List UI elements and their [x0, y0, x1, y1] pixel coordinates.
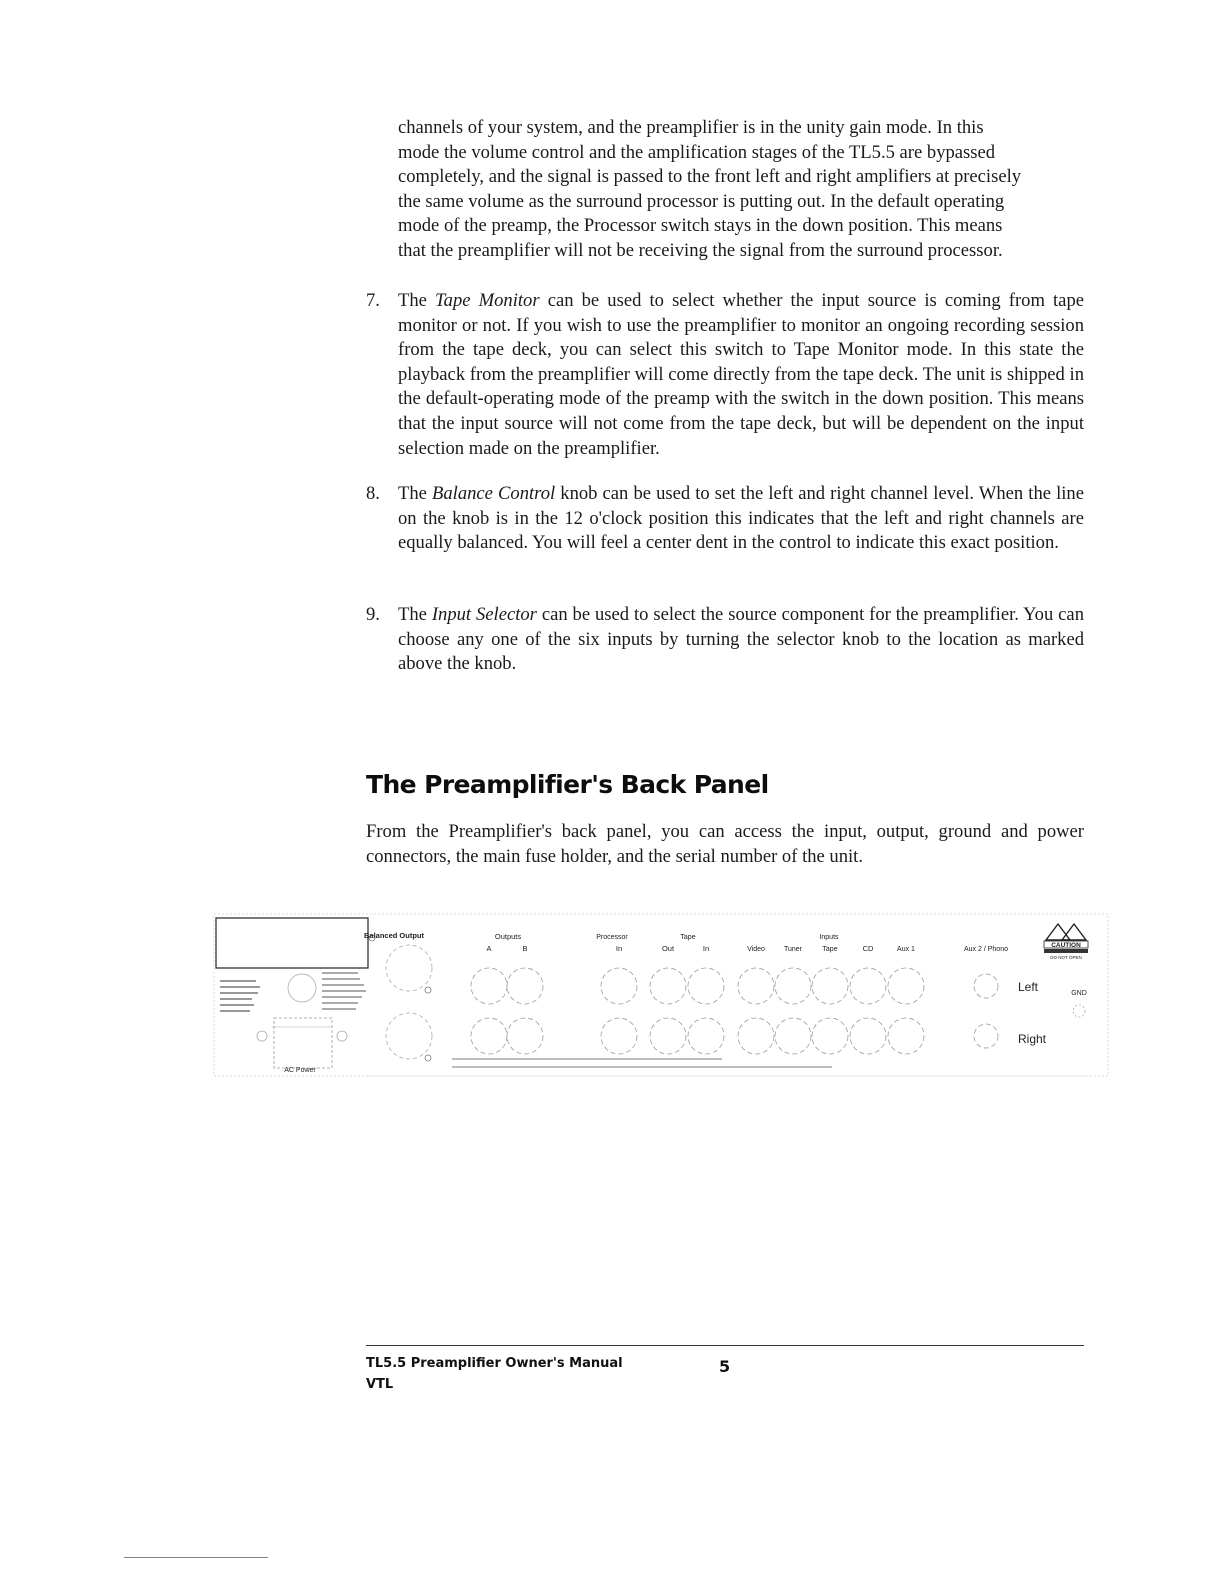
rca-jack-input-video-left[interactable]	[738, 968, 774, 1004]
text-line: mode of the preamp, the Processor switch stays in the down position. This means	[398, 215, 1003, 237]
left-channel-label: Left	[1018, 980, 1039, 994]
item-number: 9.	[366, 604, 380, 625]
svg-text:CAUTION: CAUTION	[1051, 942, 1081, 949]
rca-jack-input-cd-right[interactable]	[850, 1018, 886, 1054]
right-channel-label: Right	[1018, 1032, 1047, 1046]
warning-text	[452, 1058, 832, 1068]
outputs-label: Outputs	[494, 932, 522, 941]
section-intro: From the Preamplifier's back panel, you can access the input, output, ground and power connectors, the main fuse holder, and the serial number of the unit.	[366, 821, 1084, 867]
rca-jack-processor-in-right[interactable]	[601, 1018, 637, 1054]
input-video-label: Video	[747, 946, 765, 953]
list-item-8	[366, 482, 1084, 556]
item-number: 8.	[366, 483, 380, 504]
input-cd-label: CD	[862, 944, 874, 953]
tape-out-label: Out	[661, 944, 675, 953]
input-tape-label: Tape	[822, 946, 838, 953]
rca-jack-input-aux1-left[interactable]	[888, 968, 924, 1004]
footer-brand: VTL	[366, 1377, 394, 1392]
rca-jack-input-aux1-right[interactable]	[888, 1018, 924, 1054]
serial-label-box	[216, 918, 368, 968]
text-line: that the preamplifier will not be receiving the signal from the surround processor.	[398, 239, 1003, 261]
ac-power-socket[interactable]	[274, 1018, 332, 1068]
svg-text:DO NOT OPEN: DO NOT OPEN	[1050, 955, 1082, 960]
item-text: The Balance Control knob can be used to set the left and right channel level. When the line on the knob is in the 12 o'clock position this indicates that the left and right channels are equally balanced. You will feel a center dent in the control to indicate this exact position.	[398, 483, 1084, 554]
item-term: Balance Control	[432, 483, 556, 504]
corner-rule	[124, 1557, 268, 1558]
rca-jack-input-tape-left[interactable]	[812, 968, 848, 1004]
rca-jack-group	[471, 968, 998, 1054]
rca-jack-input-aux2-right[interactable]	[974, 1024, 998, 1048]
list-item-7	[366, 289, 1084, 461]
inputs-label: Inputs	[819, 934, 839, 941]
screw-icon	[337, 1031, 347, 1041]
text-line: mode the volume control and the amplification stages of the TL5.5 are bypassed	[398, 141, 996, 163]
text-line: completely, and the signal is passed to the front left and right amplifiers at precisely	[398, 166, 1022, 188]
balanced-output-label: Balanced Output	[363, 931, 425, 940]
list-item-9	[366, 603, 1084, 677]
manufacturer-text	[220, 980, 260, 1012]
text-line: the same volume as the surround processor is putting out. In the default operating	[398, 190, 1005, 212]
item-term: Input Selector	[431, 604, 537, 625]
rca-jack-tape-in-right[interactable]	[688, 1018, 724, 1054]
rca-jack-input-tuner-left[interactable]	[775, 968, 811, 1004]
caution-logo	[1044, 924, 1088, 960]
input-aux1-label: Aux 1	[897, 946, 915, 953]
item-number: 7.	[366, 290, 380, 311]
ground-terminal[interactable]	[1073, 1005, 1085, 1017]
item-text: The Tape Monitor can be used to select whether the input source is coming from tape monitor or not. If you wish to use the preamplifier to monitor an ongoing recording session from the tape deck, you can select this switch to Tape Monitor mode. In this state the playback from the preamplifier will come directly from the tape deck. The unit is shipped in the default-operating mode of the preamp with the switch in the down position. This means that the input source will not come from the tape deck, but will be dependent on the input selection made on the preamplifier.	[398, 290, 1084, 459]
rca-jack-tape-out-right[interactable]	[650, 1018, 686, 1054]
input-aux2-label: Aux 2 / Phono	[964, 946, 1008, 953]
output-b-label: B	[522, 944, 528, 953]
ac-power-label: AC Power	[284, 1067, 316, 1074]
rca-jack-output-b-left[interactable]	[507, 968, 543, 1004]
fuse-holder[interactable]	[288, 974, 316, 1002]
footer-page-number: 5	[719, 1357, 731, 1376]
item-text: The Input Selector can be used to select the source component for the preamplifier. You can choose any one of the six inputs by turning the selector knob to the location as marked above the knob.	[398, 604, 1084, 675]
fuse-text	[322, 972, 366, 1010]
rca-jack-input-tape-right[interactable]	[812, 1018, 848, 1054]
back-panel-diagram	[212, 912, 1112, 1082]
rca-jack-input-cd-left[interactable]	[850, 968, 886, 1004]
item-term: Tape Monitor	[435, 290, 540, 311]
processor-in-label: In	[615, 944, 623, 953]
section-title: The Preamplifier's Back Panel	[366, 770, 769, 799]
footer-rule	[366, 1345, 1084, 1346]
rca-jack-input-video-right[interactable]	[738, 1018, 774, 1054]
balanced-output-right[interactable]	[386, 1013, 432, 1059]
tape-in-label: In	[702, 944, 710, 953]
latch-icon	[425, 987, 431, 993]
processor-label: Processor	[596, 934, 628, 941]
rca-jack-input-tuner-right[interactable]	[775, 1018, 811, 1054]
footer-manual-title: TL5.5 Preamplifier Owner's Manual	[366, 1356, 623, 1371]
rca-jack-output-a-right[interactable]	[471, 1018, 507, 1054]
latch-icon	[425, 1055, 431, 1061]
ground-label: GND	[1071, 990, 1087, 997]
rca-jack-output-a-left[interactable]	[471, 968, 507, 1004]
screw-icon	[257, 1031, 267, 1041]
rca-jack-tape-in-left[interactable]	[688, 968, 724, 1004]
balanced-output-left[interactable]	[386, 945, 432, 991]
text-line: channels of your system, and the preamplifier is in the unity gain mode. In this	[398, 117, 984, 138]
input-tuner-label: Tuner	[783, 946, 803, 953]
rca-jack-processor-in-left[interactable]	[601, 968, 637, 1004]
tape-label: Tape	[680, 934, 696, 941]
continuation-paragraph	[398, 116, 1084, 264]
rca-jack-output-b-right[interactable]	[507, 1018, 543, 1054]
rca-jack-tape-out-left[interactable]	[650, 968, 686, 1004]
output-a-label: A	[486, 944, 492, 953]
rca-jack-input-aux2-left[interactable]	[974, 974, 998, 998]
